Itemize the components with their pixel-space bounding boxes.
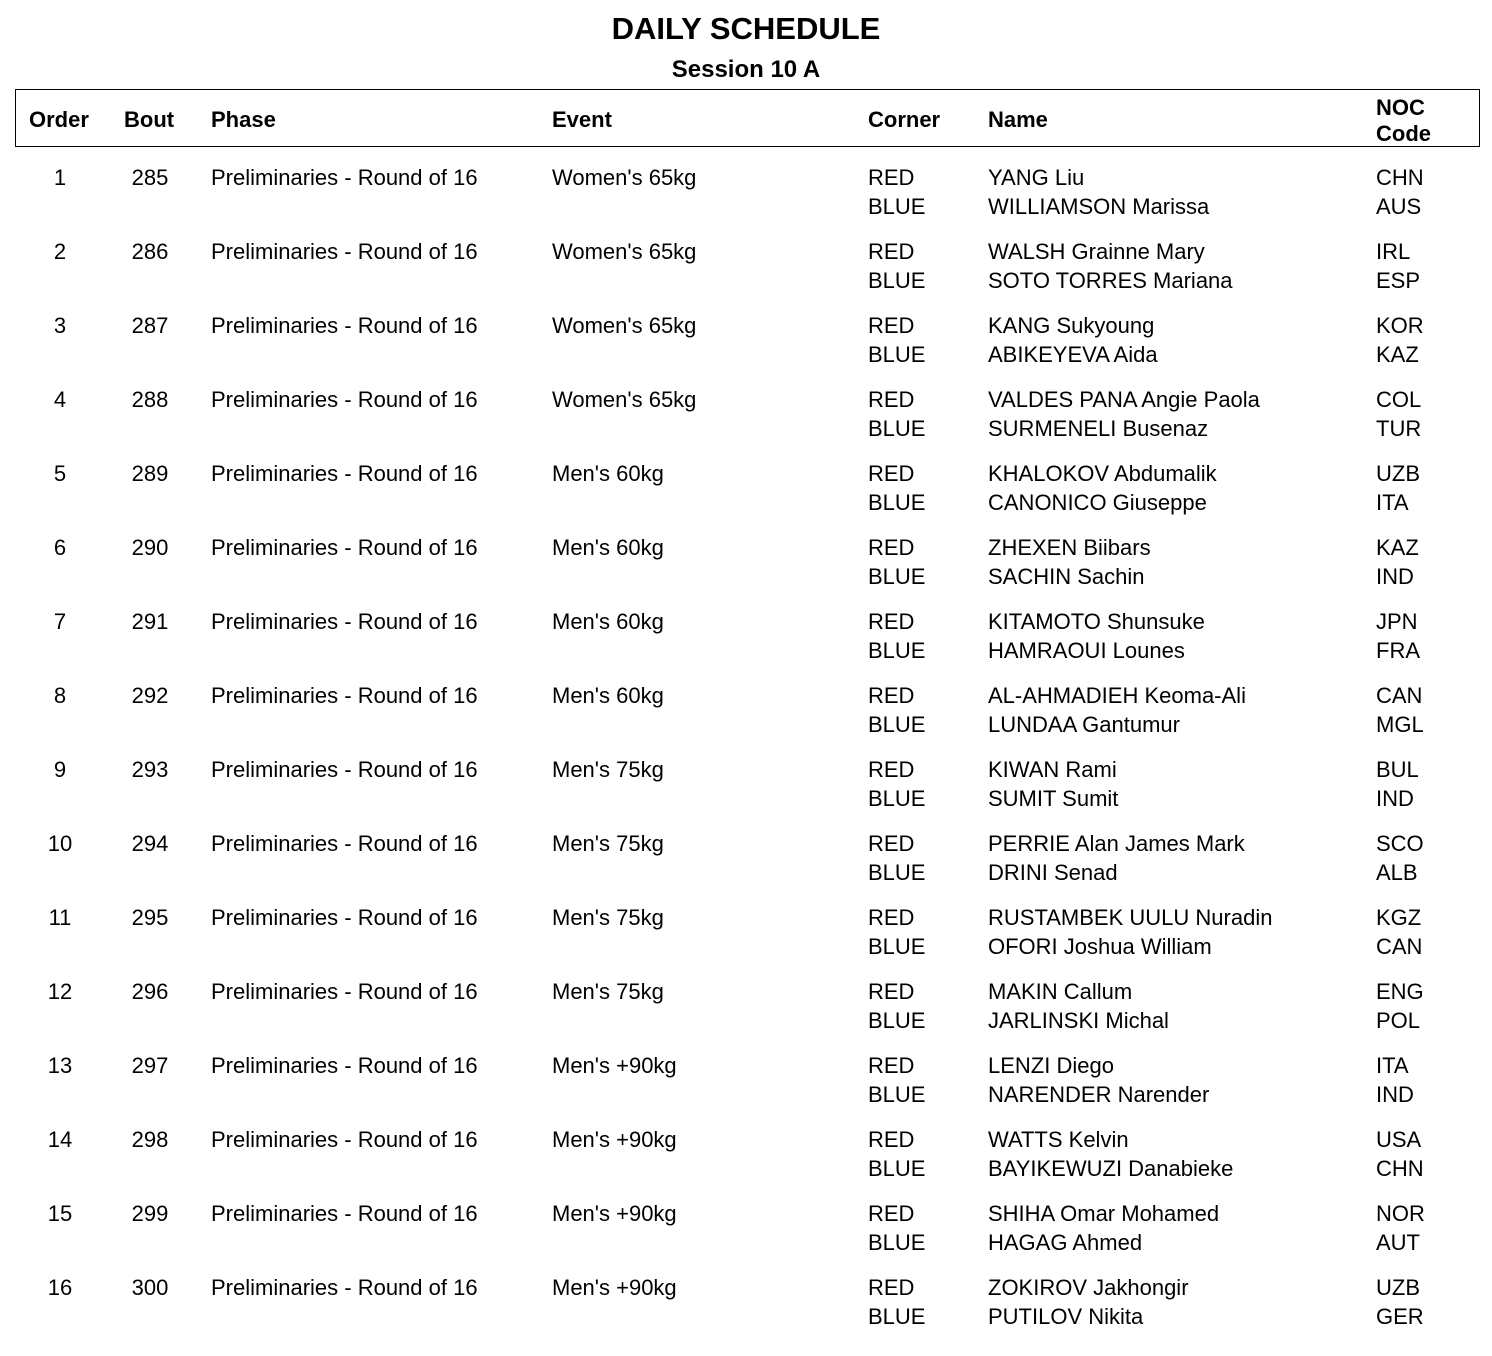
blue-corner-label: BLUE bbox=[868, 416, 926, 441]
bout-number: 299 bbox=[131, 1201, 169, 1226]
red-noc-code: CHN bbox=[1376, 165, 1424, 190]
table-row bbox=[0, 533, 1492, 607]
table-row bbox=[0, 459, 1492, 533]
blue-athlete-name: DRINI Senad bbox=[988, 860, 1118, 885]
blue-noc-code: TUR bbox=[1376, 416, 1422, 441]
bout-phase: Preliminaries - Round of 16 bbox=[211, 609, 478, 634]
bout-phase: Preliminaries - Round of 16 bbox=[211, 1201, 478, 1226]
header-corner: Corner bbox=[868, 107, 941, 132]
blue-corner-label: BLUE bbox=[868, 1082, 926, 1107]
table-row bbox=[0, 1199, 1492, 1273]
blue-noc-code: FRA bbox=[1376, 638, 1420, 663]
bout-order: 5 bbox=[53, 461, 67, 486]
bout-event: Men's 75kg bbox=[552, 979, 664, 1004]
bout-order: 14 bbox=[47, 1127, 73, 1152]
blue-athlete-name: CANONICO Giuseppe bbox=[988, 490, 1207, 515]
bout-phase: Preliminaries - Round of 16 bbox=[211, 979, 478, 1004]
red-corner-label: RED bbox=[868, 313, 915, 338]
bout-event: Men's 60kg bbox=[552, 609, 664, 634]
red-corner-label: RED bbox=[868, 461, 915, 486]
bout-number: 297 bbox=[131, 1053, 169, 1078]
blue-corner-label: BLUE bbox=[868, 1304, 926, 1329]
bout-number: 292 bbox=[131, 683, 169, 708]
bout-number: 295 bbox=[131, 905, 169, 930]
red-corner-label: RED bbox=[868, 1053, 915, 1078]
table-row bbox=[0, 1051, 1492, 1125]
blue-noc-code: IND bbox=[1376, 786, 1414, 811]
red-noc-code: BUL bbox=[1376, 757, 1419, 782]
bout-order: 9 bbox=[53, 757, 67, 782]
bout-event: Women's 65kg bbox=[552, 165, 697, 190]
page-title: DAILY SCHEDULE bbox=[611, 11, 881, 46]
blue-noc-code: GER bbox=[1376, 1304, 1424, 1329]
bout-event: Women's 65kg bbox=[552, 387, 697, 412]
bout-number: 300 bbox=[131, 1275, 169, 1300]
bout-event: Men's 75kg bbox=[552, 757, 664, 782]
schedule-rows bbox=[0, 163, 1492, 1347]
bout-order: 3 bbox=[53, 313, 67, 338]
blue-athlete-name: HAGAG Ahmed bbox=[988, 1230, 1143, 1255]
blue-corner-label: BLUE bbox=[868, 934, 926, 959]
table-row bbox=[0, 1273, 1492, 1347]
bout-phase: Preliminaries - Round of 16 bbox=[211, 1275, 478, 1300]
table-row bbox=[0, 829, 1492, 903]
blue-athlete-name: PUTILOV Nikita bbox=[988, 1304, 1144, 1329]
red-athlete-name: WALSH Grainne Mary bbox=[988, 239, 1205, 264]
blue-corner-label: BLUE bbox=[868, 268, 926, 293]
bout-order: 15 bbox=[47, 1201, 73, 1226]
blue-corner-label: BLUE bbox=[868, 194, 926, 219]
blue-noc-code: ITA bbox=[1376, 490, 1409, 515]
red-corner-label: RED bbox=[868, 387, 915, 412]
bout-event: Men's +90kg bbox=[552, 1053, 677, 1078]
bout-order: 10 bbox=[47, 831, 73, 856]
table-row bbox=[0, 681, 1492, 755]
red-corner-label: RED bbox=[868, 165, 915, 190]
bout-number: 298 bbox=[131, 1127, 169, 1152]
bout-phase: Preliminaries - Round of 16 bbox=[211, 461, 478, 486]
bout-order: 1 bbox=[53, 165, 67, 190]
bout-event: Men's 60kg bbox=[552, 535, 664, 560]
red-noc-code: COL bbox=[1376, 387, 1422, 412]
red-athlete-name: ZHEXEN Biibars bbox=[988, 535, 1151, 560]
red-corner-label: RED bbox=[868, 609, 915, 634]
blue-noc-code: IND bbox=[1376, 564, 1414, 589]
red-corner-label: RED bbox=[868, 535, 915, 560]
bout-number: 291 bbox=[131, 609, 169, 634]
bout-number: 290 bbox=[131, 535, 169, 560]
bout-phase: Preliminaries - Round of 16 bbox=[211, 831, 478, 856]
bout-number: 296 bbox=[131, 979, 169, 1004]
bout-number: 289 bbox=[131, 461, 169, 486]
table-row bbox=[0, 237, 1492, 311]
bout-order: 12 bbox=[47, 979, 73, 1004]
red-athlete-name: SHIHA Omar Mohamed bbox=[988, 1201, 1220, 1226]
bout-number: 285 bbox=[131, 165, 169, 190]
bout-event: Men's 60kg bbox=[552, 461, 664, 486]
bout-phase: Preliminaries - Round of 16 bbox=[211, 1127, 478, 1152]
bout-event: Men's +90kg bbox=[552, 1201, 677, 1226]
red-corner-label: RED bbox=[868, 757, 915, 782]
bout-number: 293 bbox=[131, 757, 169, 782]
session-subtitle: Session 10 A bbox=[671, 56, 821, 83]
blue-noc-code: IND bbox=[1376, 1082, 1414, 1107]
red-athlete-name: LENZI Diego bbox=[988, 1053, 1114, 1078]
red-corner-label: RED bbox=[868, 905, 915, 930]
red-noc-code: KGZ bbox=[1376, 905, 1422, 930]
red-corner-label: RED bbox=[868, 239, 915, 264]
bout-phase: Preliminaries - Round of 16 bbox=[211, 1053, 478, 1078]
bout-order: 4 bbox=[53, 387, 67, 412]
table-row bbox=[0, 903, 1492, 977]
red-corner-label: RED bbox=[868, 979, 915, 1004]
red-athlete-name: MAKIN Callum bbox=[988, 979, 1133, 1004]
blue-corner-label: BLUE bbox=[868, 712, 926, 737]
blue-corner-label: BLUE bbox=[868, 860, 926, 885]
blue-athlete-name: SUMIT Sumit bbox=[988, 786, 1119, 811]
blue-noc-code: CAN bbox=[1376, 934, 1423, 959]
red-noc-code: ENG bbox=[1376, 979, 1424, 1004]
bout-order: 2 bbox=[53, 239, 67, 264]
blue-athlete-name: HAMRAOUI Lounes bbox=[988, 638, 1185, 663]
header-phase: Phase bbox=[211, 107, 276, 132]
blue-noc-code: POL bbox=[1376, 1008, 1421, 1033]
red-athlete-name: KITAMOTO Shunsuke bbox=[988, 609, 1205, 634]
red-athlete-name: KHALOKOV Abdumalik bbox=[988, 461, 1217, 486]
blue-athlete-name: LUNDAA Gantumur bbox=[988, 712, 1180, 737]
red-noc-code: SCO bbox=[1376, 831, 1424, 856]
bout-event: Men's 75kg bbox=[552, 831, 664, 856]
red-corner-label: RED bbox=[868, 1275, 915, 1300]
header-name: Name bbox=[988, 107, 1048, 132]
blue-corner-label: BLUE bbox=[868, 342, 926, 367]
table-row bbox=[0, 385, 1492, 459]
blue-athlete-name: SURMENELI Busenaz bbox=[988, 416, 1209, 441]
blue-athlete-name: JARLINSKI Michal bbox=[988, 1008, 1169, 1033]
bout-order: 16 bbox=[47, 1275, 73, 1300]
blue-noc-code: AUT bbox=[1376, 1230, 1420, 1255]
blue-athlete-name: ABIKEYEVA Aida bbox=[988, 342, 1158, 367]
bout-phase: Preliminaries - Round of 16 bbox=[211, 387, 478, 412]
bout-phase: Preliminaries - Round of 16 bbox=[211, 313, 478, 338]
bout-phase: Preliminaries - Round of 16 bbox=[211, 239, 478, 264]
red-noc-code: KOR bbox=[1376, 313, 1424, 338]
bout-phase: Preliminaries - Round of 16 bbox=[211, 757, 478, 782]
red-corner-label: RED bbox=[868, 1127, 915, 1152]
bout-number: 286 bbox=[131, 239, 169, 264]
red-athlete-name: YANG Liu bbox=[988, 165, 1085, 190]
bout-order: 13 bbox=[47, 1053, 73, 1078]
red-noc-code: ITA bbox=[1376, 1053, 1409, 1078]
bout-event: Men's +90kg bbox=[552, 1127, 677, 1152]
table-header bbox=[15, 89, 1480, 147]
header-event: Event bbox=[552, 107, 612, 132]
red-noc-code: USA bbox=[1376, 1127, 1422, 1152]
header-noc-code bbox=[1376, 95, 1456, 147]
red-athlete-name: PERRIE Alan James Mark bbox=[988, 831, 1245, 856]
blue-corner-label: BLUE bbox=[868, 490, 926, 515]
red-noc-code: UZB bbox=[1376, 1275, 1420, 1300]
red-noc-code: JPN bbox=[1376, 609, 1418, 634]
blue-noc-code: ESP bbox=[1376, 268, 1421, 293]
red-noc-code: KAZ bbox=[1376, 535, 1419, 560]
red-athlete-name: KANG Sukyoung bbox=[988, 313, 1155, 338]
red-athlete-name: ZOKIROV Jakhongir bbox=[988, 1275, 1189, 1300]
bout-phase: Preliminaries - Round of 16 bbox=[211, 905, 478, 930]
red-athlete-name: KIWAN Rami bbox=[988, 757, 1117, 782]
blue-athlete-name: OFORI Joshua William bbox=[988, 934, 1212, 959]
blue-athlete-name: WILLIAMSON Marissa bbox=[988, 194, 1210, 219]
bout-event: Men's 60kg bbox=[552, 683, 664, 708]
bout-event: Men's 75kg bbox=[552, 905, 664, 930]
blue-corner-label: BLUE bbox=[868, 638, 926, 663]
red-athlete-name: WATTS Kelvin bbox=[988, 1127, 1129, 1152]
red-corner-label: RED bbox=[868, 683, 915, 708]
bout-event: Women's 65kg bbox=[552, 239, 697, 264]
bout-number: 294 bbox=[131, 831, 169, 856]
blue-corner-label: BLUE bbox=[868, 1230, 926, 1255]
blue-corner-label: BLUE bbox=[868, 786, 926, 811]
red-noc-code: CAN bbox=[1376, 683, 1423, 708]
table-row bbox=[0, 607, 1492, 681]
bout-order: 6 bbox=[53, 535, 67, 560]
header-noc-line2: Code bbox=[1376, 121, 1431, 146]
bout-event: Men's +90kg bbox=[552, 1275, 677, 1300]
red-athlete-name: RUSTAMBEK UULU Nuradin bbox=[988, 905, 1273, 930]
bout-phase: Preliminaries - Round of 16 bbox=[211, 683, 478, 708]
red-noc-code: UZB bbox=[1376, 461, 1420, 486]
header-noc-line1: NOC bbox=[1376, 95, 1425, 120]
header-order: Order bbox=[29, 107, 89, 132]
bout-order: 8 bbox=[53, 683, 67, 708]
blue-athlete-name: SACHIN Sachin bbox=[988, 564, 1145, 589]
table-row bbox=[0, 977, 1492, 1051]
red-athlete-name: VALDES PANA Angie Paola bbox=[988, 387, 1260, 412]
blue-corner-label: BLUE bbox=[868, 564, 926, 589]
table-row bbox=[0, 163, 1492, 237]
blue-noc-code: CHN bbox=[1376, 1156, 1424, 1181]
red-noc-code: IRL bbox=[1376, 239, 1411, 264]
red-noc-code: NOR bbox=[1376, 1201, 1425, 1226]
bout-event: Women's 65kg bbox=[552, 313, 697, 338]
blue-noc-code: AUS bbox=[1376, 194, 1422, 219]
blue-athlete-name: SOTO TORRES Mariana bbox=[988, 268, 1233, 293]
header-bout: Bout bbox=[124, 107, 175, 132]
blue-corner-label: BLUE bbox=[868, 1156, 926, 1181]
bout-number: 287 bbox=[131, 313, 169, 338]
red-athlete-name: AL-AHMADIEH Keoma-Ali bbox=[988, 683, 1246, 708]
bout-phase: Preliminaries - Round of 16 bbox=[211, 165, 478, 190]
table-row bbox=[0, 311, 1492, 385]
bout-order: 7 bbox=[53, 609, 67, 634]
red-corner-label: RED bbox=[868, 831, 915, 856]
blue-athlete-name: BAYIKEWUZI Danabieke bbox=[988, 1156, 1234, 1181]
bout-order: 11 bbox=[48, 905, 72, 930]
bout-number: 288 bbox=[131, 387, 169, 412]
table-row bbox=[0, 1125, 1492, 1199]
blue-noc-code: ALB bbox=[1376, 860, 1418, 885]
blue-athlete-name: NARENDER Narender bbox=[988, 1082, 1210, 1107]
red-corner-label: RED bbox=[868, 1201, 915, 1226]
blue-corner-label: BLUE bbox=[868, 1008, 926, 1033]
bout-phase: Preliminaries - Round of 16 bbox=[211, 535, 478, 560]
blue-noc-code: MGL bbox=[1376, 712, 1424, 737]
table-row bbox=[0, 755, 1492, 829]
blue-noc-code: KAZ bbox=[1376, 342, 1419, 367]
